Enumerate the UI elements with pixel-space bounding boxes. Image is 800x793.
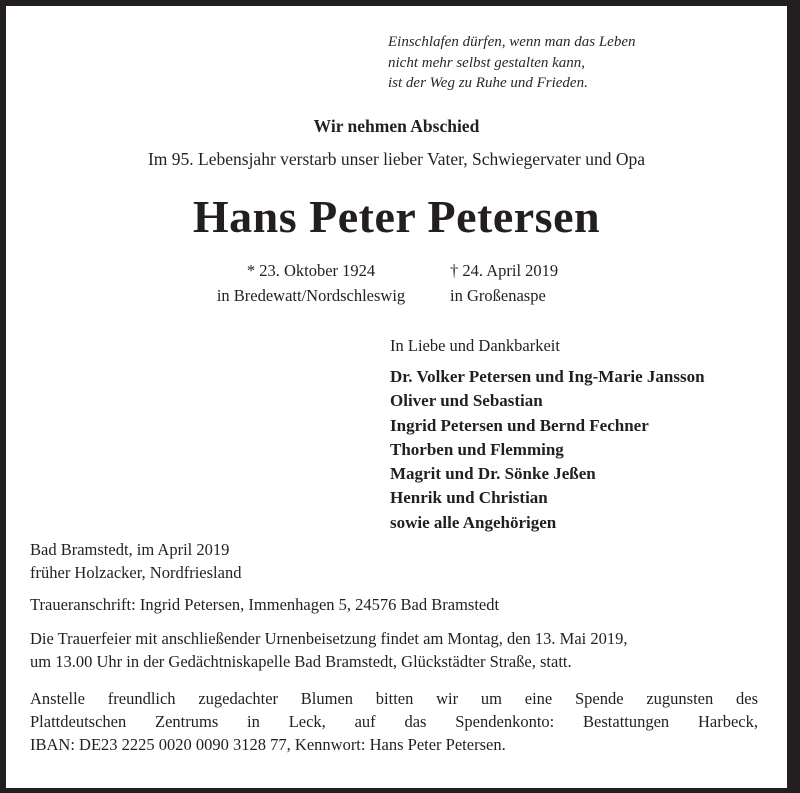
obituary-notice — [6, 6, 787, 788]
mourner: sowie alle Angehörigen — [390, 512, 557, 532]
motto-line: nicht mehr selbst gestalten kann, — [388, 54, 586, 71]
ceremony-paragraph — [30, 627, 758, 673]
notice-intro: Im 95. Lebensjahr verstarb unser lieber Vater, Schwiegervater und Opa — [147, 149, 646, 169]
donation-line: IBAN: DE23 2225 0020 0090 3128 77, Kennwort: Hans Peter Petersen. — [30, 735, 506, 754]
donation-paragraph — [30, 687, 758, 756]
mourner: Oliver und Sebastian — [390, 391, 543, 411]
donation-line: Plattdeutschen Zentrums in Leck, auf das Spendenkonto: Bestattungen Harbeck, — [30, 712, 758, 731]
motto-line: ist der Weg zu Ruhe und Frieden. — [388, 75, 588, 91]
mourner: Henrik und Christian — [390, 488, 548, 508]
place-date-line: Bad Bramstedt, im April 2019 — [30, 540, 230, 559]
deceased-name: Hans Peter Petersen — [192, 191, 601, 242]
death-info — [450, 258, 558, 308]
motto-poem — [388, 32, 635, 94]
donation-line: Anstelle freundlich zugedachter Blumen bitten wir um eine Spende zugunsten des — [30, 689, 758, 708]
mourner: Dr. Volker Petersen und Ing-Marie Jansson — [390, 367, 705, 386]
birth-place: in Bredewatt/Nordschleswig — [216, 286, 406, 305]
motto-line: Einschlafen dürfen, wenn man das Leben — [388, 34, 636, 50]
mourner: Ingrid Petersen und Bernd Fechner — [390, 415, 649, 435]
birth-info — [196, 258, 426, 308]
place-and-date — [30, 538, 241, 584]
death-date: † 24. April 2019 — [450, 261, 559, 280]
death-place: in Großenaspe — [450, 286, 546, 305]
birth-date: * 23. Oktober 1924 — [246, 261, 376, 280]
mourners-list — [390, 365, 705, 535]
mourner: Magrit und Dr. Sönke Jeßen — [390, 464, 596, 484]
ceremony-line: Die Trauerfeier mit anschließender Urnenbeisetzung findet am Montag, den 13. Mai 2019, — [30, 629, 628, 648]
thanks-label: In Liebe und Dankbarkeit — [390, 336, 560, 355]
ceremony-line: um 13.00 Uhr in der Gedächtniskapelle Bad Bramstedt, Glückstädter Straße, statt. — [30, 652, 572, 671]
mourner: Thorben und Flemming — [390, 439, 564, 459]
mourning-address: Traueranschrift: Ingrid Petersen, Immenhagen 5, 24576 Bad Bramstedt — [30, 595, 500, 614]
notice-heading: Wir nehmen Abschied — [313, 116, 480, 136]
former-residence: früher Holzacker, Nordfriesland — [30, 563, 242, 582]
